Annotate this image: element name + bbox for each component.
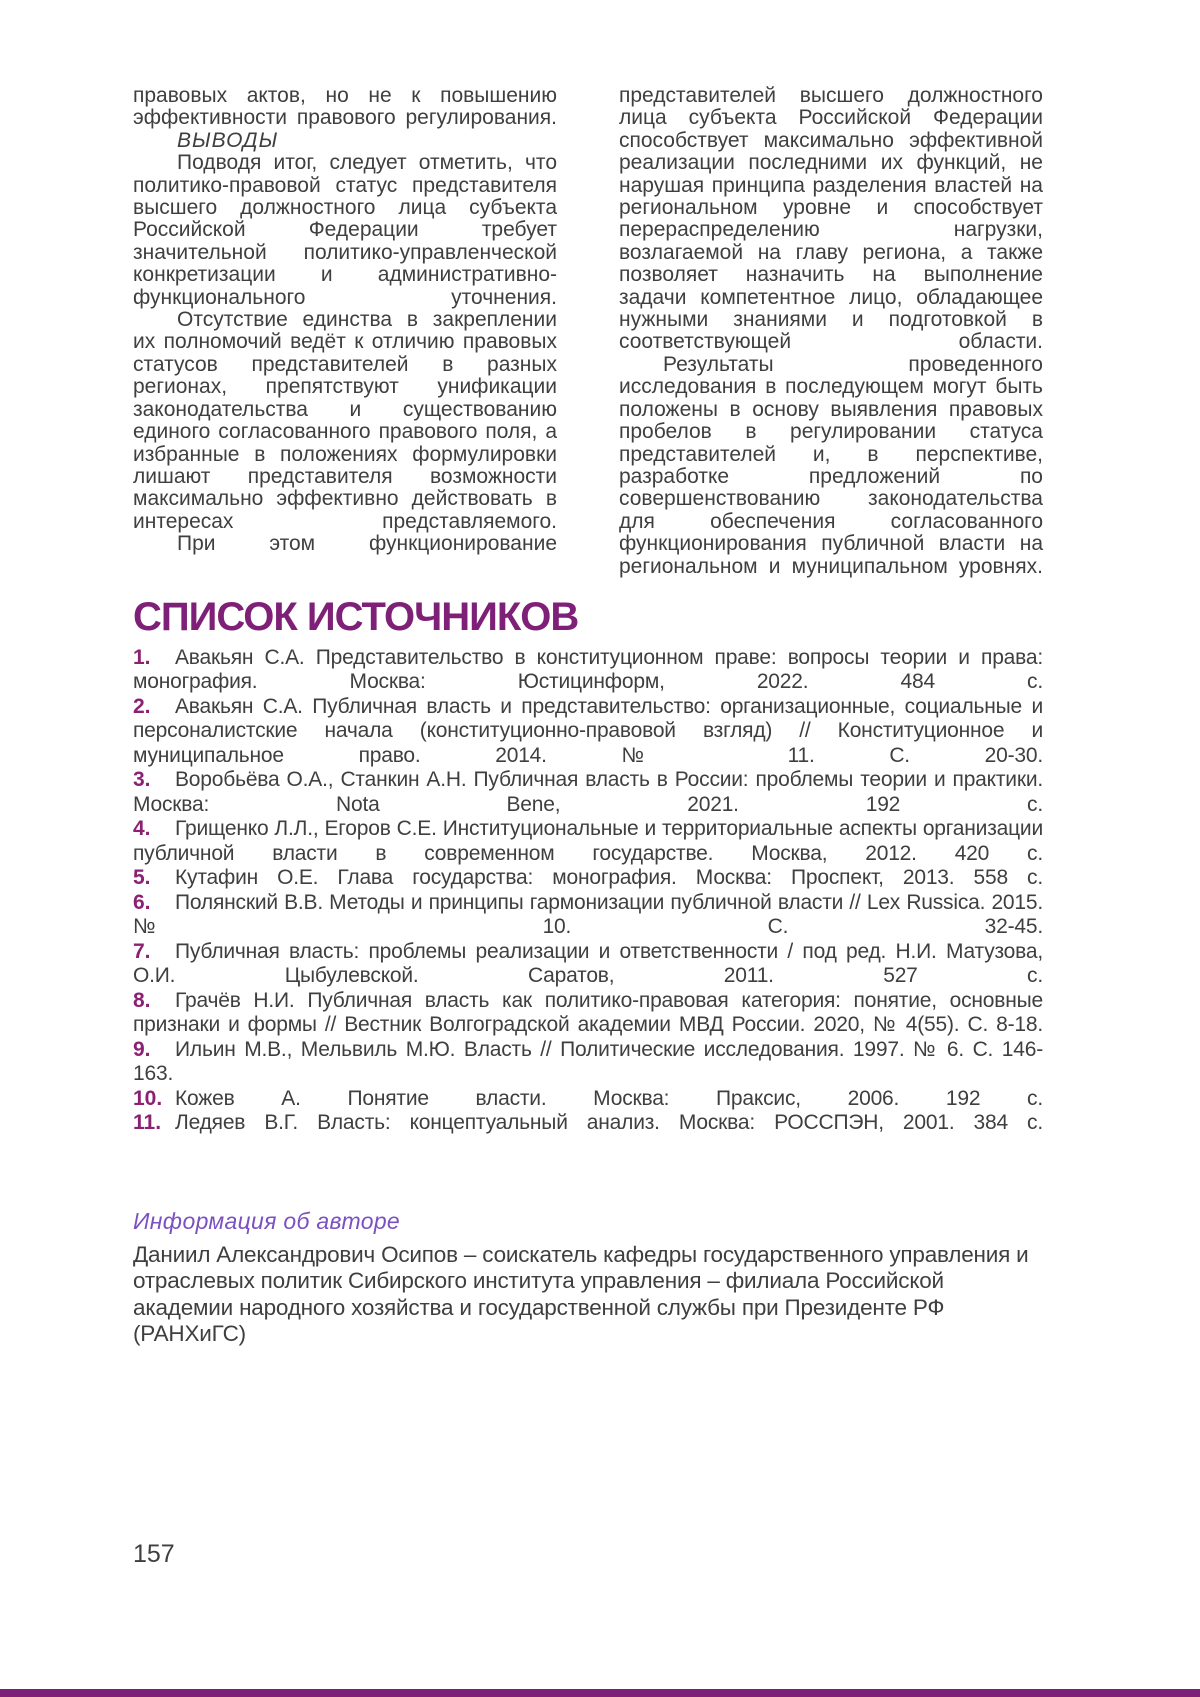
page-number: 157 [133,1540,175,1568]
reference-number: 4. [133,817,151,841]
continuation-paragraph: правовых актов, но не к повышению эффективности правового регулирования. [133,84,557,130]
reference-item [133,1111,1043,1136]
reference-text: Ледяев В.Г. Власть: концептуальный анализ. Москва: РОССПЭН, 2001. 384 с. [175,1111,1043,1135]
reference-number: 5. [133,866,151,890]
reference-number: 7. [133,939,151,963]
reference-text: Публичная власть: проблемы реализации и ответственности / под ред. Н.И. Матузова, О.И. Цыбулевской. Саратов, 2011. 527 с. [133,939,1043,988]
reference-number: 2. [133,694,151,718]
author-info-section [133,1208,1043,1348]
right-column [619,85,1043,578]
reference-number: 10. [133,1086,163,1110]
left-column [133,85,557,578]
reference-item [133,989,1043,1038]
reference-item [133,646,1043,695]
reference-item [133,695,1043,769]
conclusions-heading: ВЫВОДЫ [177,128,279,152]
reference-item [133,1038,1043,1087]
paragraph: Результаты проведенного исследования в последующем могут быть положены в основу выявления правовых пробелов в регулировании статуса представителей и, в перспективе, разработке предложений по совершенствованию законодательства для обеспечения согласованного функционирования публичной власти на региональном и муниципальном уровнях. [619,352,1043,578]
reference-item [133,768,1043,817]
reference-text: Авакьян С.А. Представительство в конституционном праве: вопросы теории и права: монография. Москва: Юстицинформ, 2022. 484 с. [133,645,1043,694]
paragraph: Подводя итог, следует отметить, что политико-правовой статус представителя высшего должностного лица субъекта Российской Федерации требует значительной политико-управленческой конкретизации и административно-функционального уточнения. [133,151,557,309]
author-bio: Даниил Александрович Осипов – соискатель кафедры государственного управления и отраслевых политик Сибирского института управления – филиала Российской академии народного хозяйства и государственной службы при Президенте РФ (РАНХиГС) [133,1241,1029,1347]
reference-text: Воробьёва О.А., Станкин А.Н. Публичная власть в России: проблемы теории и практики. Москва: Nota Bene, 2021. 192 с. [133,768,1043,816]
article-text-columns [133,85,1043,578]
reference-text: Ильин М.В., Мельвиль М.Ю. Власть // Политические исследования. 1997. № 6. С. 146-163. [133,1037,1043,1086]
reference-item [133,891,1043,940]
reference-number: 9. [133,1037,151,1061]
reference-text: Авакьян С.А. Публичная власть и представительство: организационные, социальные и персоналистские начала (конституционно-правовой взгляд) // Конституционное и муниципальное право. 2014. № 11. С. 20-30. [133,694,1043,767]
author-info-heading: Информация об авторе [133,1207,401,1234]
reference-number: 6. [133,890,151,914]
reference-number: 8. [133,988,151,1012]
reference-number: 1. [133,645,151,669]
reference-text: Кожев А. Понятие власти. Москва: Праксис, 2006. 192 с. [175,1086,1043,1110]
reference-number: 3. [133,768,151,792]
reference-text: Грачёв Н.И. Публичная власть как политико-правовая категория: понятие, основные признаки и формы // Вестник Волгоградской академии МВД России. 2020, № 4(55). С. 8-18. [133,988,1043,1037]
reference-item [133,940,1043,989]
reference-text: Полянский В.В. Методы и принципы гармонизации публичной власти // Lex Russica. 2015. № 10. С. 32-45. [133,890,1043,939]
footer-accent-bar [0,1689,1200,1697]
reference-item [133,866,1043,891]
reference-item [133,1087,1043,1112]
sources-heading: СПИСОК ИСТОЧНИКОВ [133,594,579,639]
references-list [133,646,1043,1136]
paragraph: При этом функционирование [177,532,557,556]
reference-text: Кутафин О.Е. Глава государства: монография. Москва: Проспект, 2013. 558 с. [175,866,1043,890]
reference-item [133,817,1043,866]
reference-number: 11. [133,1111,162,1135]
paragraph: Отсутствие единства в закреплении их полномочий ведёт к отличию правовых статусов представителей в разных регионах, препятствуют унификации законодательства и существованию единого согласованного правового поля, а избранные в положениях формулировки лишают представителя возможности максимально эффективно действовать в интересах представляемого. [133,308,557,533]
reference-text: Грищенко Л.Л., Егоров С.Е. Институциональные и территориальные аспекты организации публичной власти в современном государстве. Москва, 2012. 420 с. [133,817,1043,865]
continuation-paragraph: представителей высшего должностного лица субъекта Российской Федерации способствует максимально эффективной реализации последними их функций, не нарушая принципа разделения властей на региональном уровне и способствует перераспределению нагрузки, возлагаемой на главу региона, а также позволяет назначить на выполнение задачи компетентное лицо, обладающее нужными знаниями и подготовкой в соответствующей области. [619,84,1043,354]
